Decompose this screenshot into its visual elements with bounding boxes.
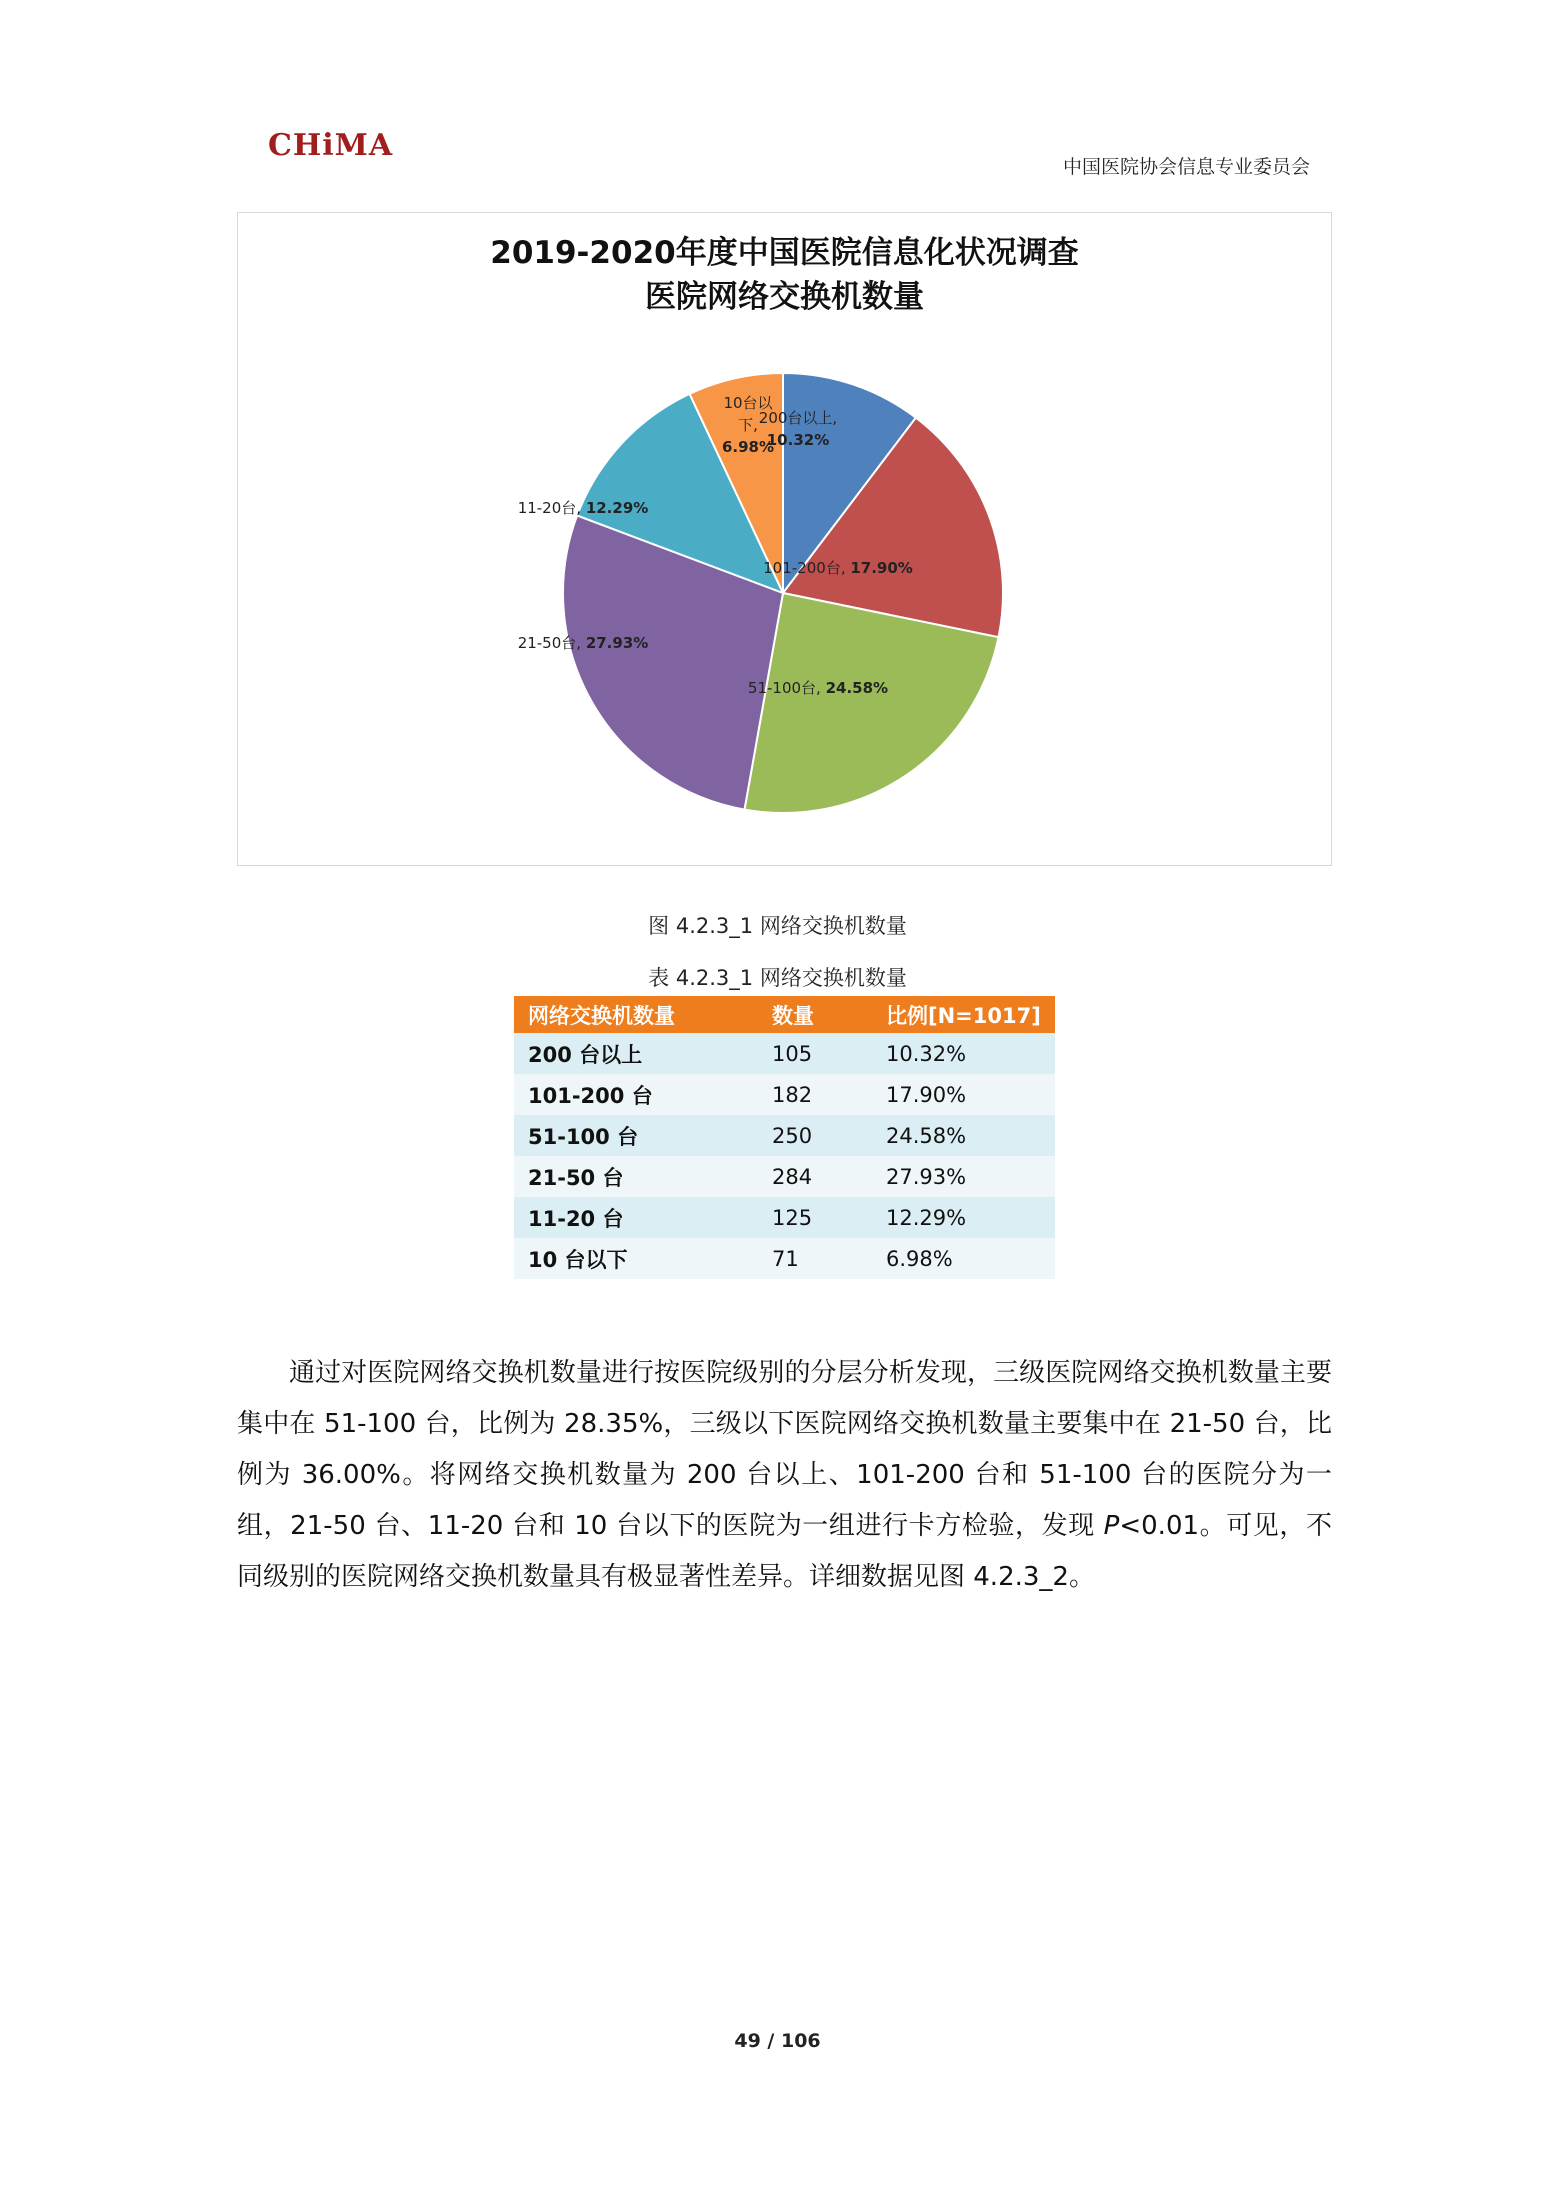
p-value-symbol: P xyxy=(1103,1511,1120,1541)
row-category: 200 台以上 xyxy=(514,1033,758,1074)
row-ratio: 24.58% xyxy=(872,1115,1055,1156)
pie-data-label: 101-200台, 17.90% xyxy=(763,559,913,577)
switch-count-table xyxy=(514,996,1055,1279)
row-count: 105 xyxy=(758,1033,872,1074)
pie-data-label: 200台以上, 10.32% xyxy=(758,409,838,449)
table-row xyxy=(514,1156,1055,1197)
pie-svg xyxy=(238,213,1331,865)
pie-data-label: 51-100台, 24.58% xyxy=(747,679,889,697)
paragraph-text-b: <0.01。可见，不同级别的医院网络交换机数量具有极显著性差异。详细数据见图 4.2.3_2。 xyxy=(237,1511,1332,1592)
chart-title-line2: 医院网络交换机数量 xyxy=(645,279,924,315)
row-ratio: 6.98% xyxy=(872,1238,1055,1279)
header-count: 数量 xyxy=(758,996,872,1033)
header-category: 网络交换机数量 xyxy=(514,996,758,1033)
chart-title-line1: 2019-2020年度中国医院信息化状况调查 xyxy=(490,235,1079,271)
row-category: 21-50 台 xyxy=(514,1156,758,1197)
pie-data-label: 21-50台, 27.93% xyxy=(517,634,649,652)
row-category: 101-200 台 xyxy=(514,1074,758,1115)
analysis-paragraph xyxy=(237,1348,1332,1603)
chima-logo: CHiMA xyxy=(268,128,394,163)
table-row xyxy=(514,1074,1055,1115)
pie-data-label: 11-20台, 12.29% xyxy=(517,499,649,517)
row-count: 284 xyxy=(758,1156,872,1197)
table-row xyxy=(514,1238,1055,1279)
figure-caption: 图 4.2.3_1 网络交换机数量 xyxy=(648,914,907,938)
table-row xyxy=(514,1033,1055,1074)
row-category: 11-20 台 xyxy=(514,1197,758,1238)
row-category: 10 台以下 xyxy=(514,1238,758,1279)
pie-data-label: 10台以下, 6.98% xyxy=(721,394,775,456)
page-number: 49 / 106 xyxy=(734,2030,821,2052)
row-count: 125 xyxy=(758,1197,872,1238)
org-name: 中国医院协会信息专业委员会 xyxy=(1062,156,1310,178)
table-row xyxy=(514,1115,1055,1156)
table-header-row xyxy=(514,996,1055,1033)
row-ratio: 10.32% xyxy=(872,1033,1055,1074)
pie-chart xyxy=(237,212,1332,866)
table-row xyxy=(514,1197,1055,1238)
row-count: 182 xyxy=(758,1074,872,1115)
row-ratio: 12.29% xyxy=(872,1197,1055,1238)
row-ratio: 27.93% xyxy=(872,1156,1055,1197)
row-category: 51-100 台 xyxy=(514,1115,758,1156)
header-ratio: 比例[N=1017] xyxy=(872,996,1055,1033)
row-count: 250 xyxy=(758,1115,872,1156)
row-count: 71 xyxy=(758,1238,872,1279)
paragraph-text-a: 通过对医院网络交换机数量进行按医院级别的分层分析发现，三级医院网络交换机数量主要集中在 51-100 台，比例为 28.35%，三级以下医院网络交换机数量主要集中在 21-50 台，比例为 36.00%。将网络交换机数量为 200 台以上、101-200 台和 51-100 台的医院分为一组，21-50 台、11-20 台和 10 台以下的医院为一组进行卡方检验，发现 xyxy=(237,1358,1332,1541)
row-ratio: 17.90% xyxy=(872,1074,1055,1115)
table-caption: 表 4.2.3_1 网络交换机数量 xyxy=(648,966,907,990)
